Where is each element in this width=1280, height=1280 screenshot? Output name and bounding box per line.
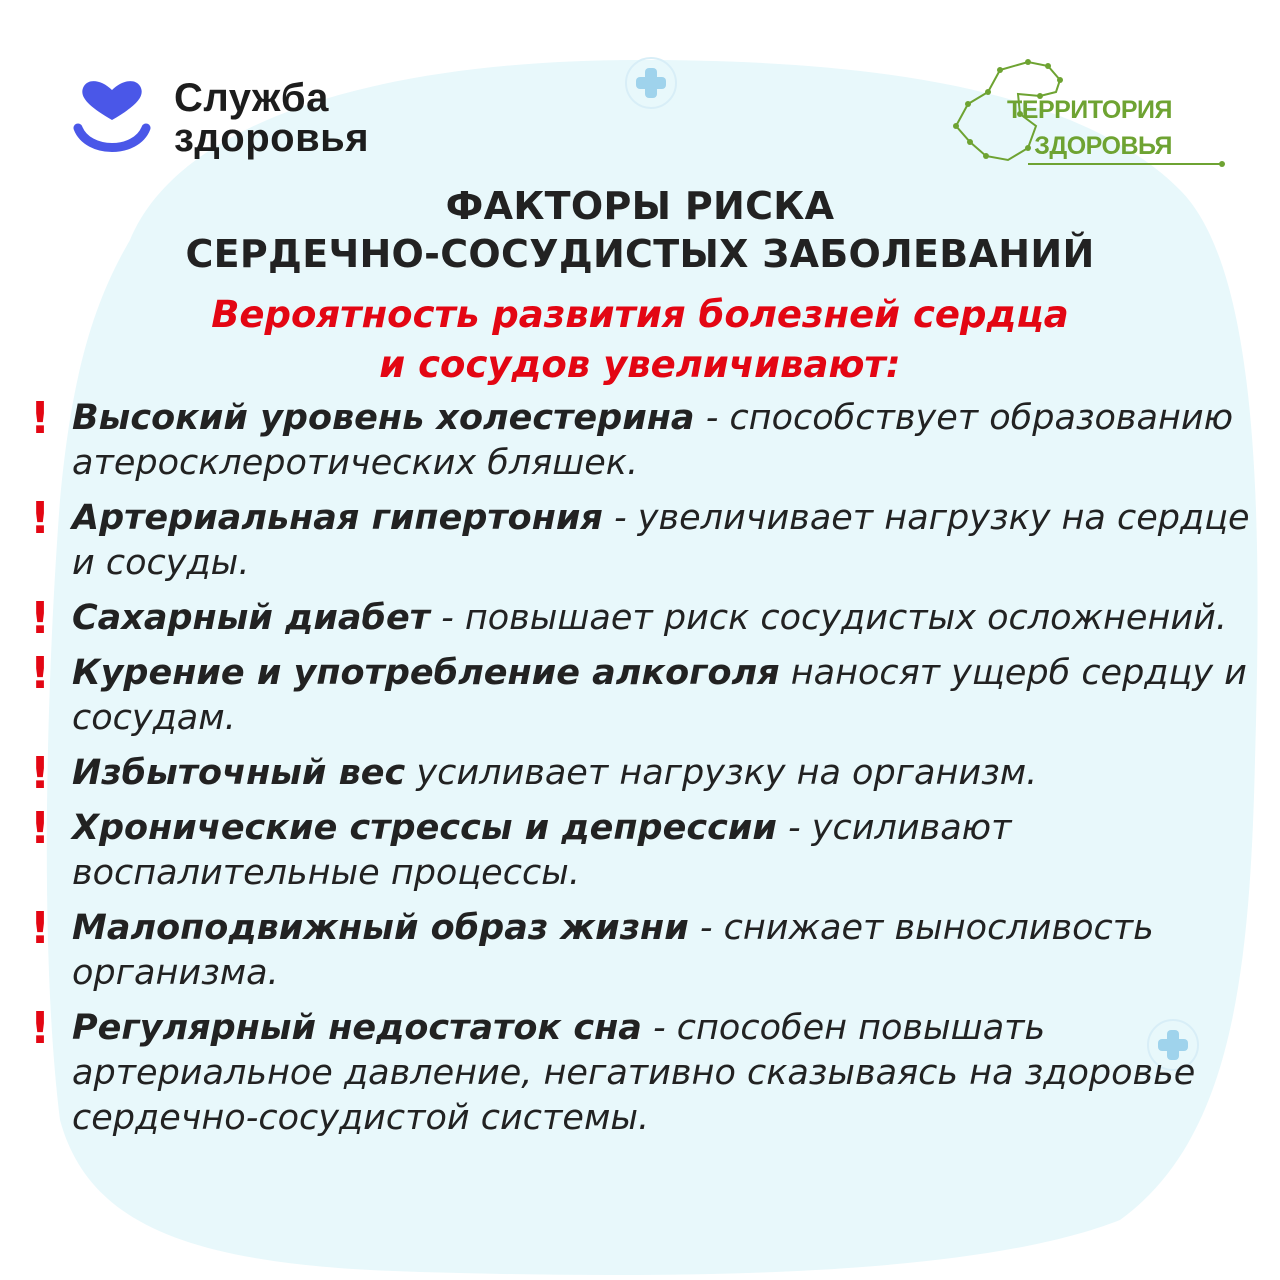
exclamation-icon: ! (30, 1003, 51, 1054)
brand-right-name (1007, 92, 1172, 164)
list-item-text: - способствует образованию атеросклеротических бляшек. (72, 398, 1234, 483)
brand-logo-right (948, 56, 1228, 171)
list-item (24, 648, 1274, 741)
risk-factor-list (24, 393, 1274, 1151)
exclamation-icon: ! (30, 493, 51, 544)
list-item (24, 903, 1274, 996)
exclamation-icon: ! (30, 748, 51, 799)
list-item (24, 803, 1274, 896)
plus-circle-icon (624, 56, 678, 110)
heart-smile-icon (70, 78, 154, 158)
list-item-heading: Регулярный недостаток сна (72, 1008, 642, 1048)
list-item-heading: Артериальная гипертония (72, 498, 603, 538)
list-item-text: - увеличивает нагрузку на сердце и сосуды. (72, 498, 1250, 583)
brand-name-line2: здоровья (174, 116, 370, 160)
brand-right-line1: ТЕРРИТОРИЯ (1007, 96, 1172, 124)
list-item (24, 493, 1274, 586)
list-item-text: - снижает выносливость организма. (72, 908, 1154, 993)
list-item-text: - усиливают воспалительные процессы. (72, 808, 1012, 893)
list-item (24, 748, 1274, 799)
exclamation-icon: ! (30, 648, 51, 699)
brand-right-line2: ЗДОРОВЬЯ (1034, 132, 1172, 160)
list-item-heading: Сахарный диабет (72, 598, 430, 638)
page-subtitle-line2: и сосудов увеличивают: (379, 343, 901, 386)
exclamation-icon: ! (30, 803, 51, 854)
list-item (24, 1003, 1274, 1141)
list-item-heading: Хронические стрессы и депрессии (72, 808, 777, 848)
list-item-text: усиливает нагрузку на организм. (405, 753, 1038, 793)
list-item (24, 593, 1274, 644)
page-subtitle-line1: Вероятность развития болезней сердца (211, 293, 1069, 336)
brand-name-line1: Служба (174, 76, 329, 120)
list-item-text: - способен повышать артериальное давление, негативно сказываясь на здоровье сердечно-сосудистой системы. (72, 1008, 1196, 1138)
list-item-heading: Курение и употребление алкоголя (72, 653, 780, 693)
exclamation-icon: ! (30, 903, 51, 954)
brand-logo-left (70, 78, 369, 158)
page-subtitle (0, 290, 1280, 390)
list-item (24, 393, 1274, 486)
brand-name (174, 78, 369, 158)
list-item-heading: Избыточный вес (72, 753, 406, 793)
page-title-line2: СЕРДЕЧНО-СОСУДИСТЫХ ЗАБОЛЕВАНИЙ (185, 232, 1095, 276)
page-title-line1: ФАКТОРЫ РИСКА (445, 184, 835, 228)
list-item-heading: Малоподвижный образ жизни (72, 908, 689, 948)
exclamation-icon: ! (30, 593, 51, 644)
list-item-heading: Высокий уровень холестерина (72, 398, 695, 438)
list-item-text: наносят ущерб сердцу и сосудам. (72, 653, 1247, 738)
page-title (0, 182, 1280, 278)
list-item-text: - повышает риск сосудистых осложнений. (429, 598, 1227, 638)
exclamation-icon: ! (30, 393, 51, 444)
